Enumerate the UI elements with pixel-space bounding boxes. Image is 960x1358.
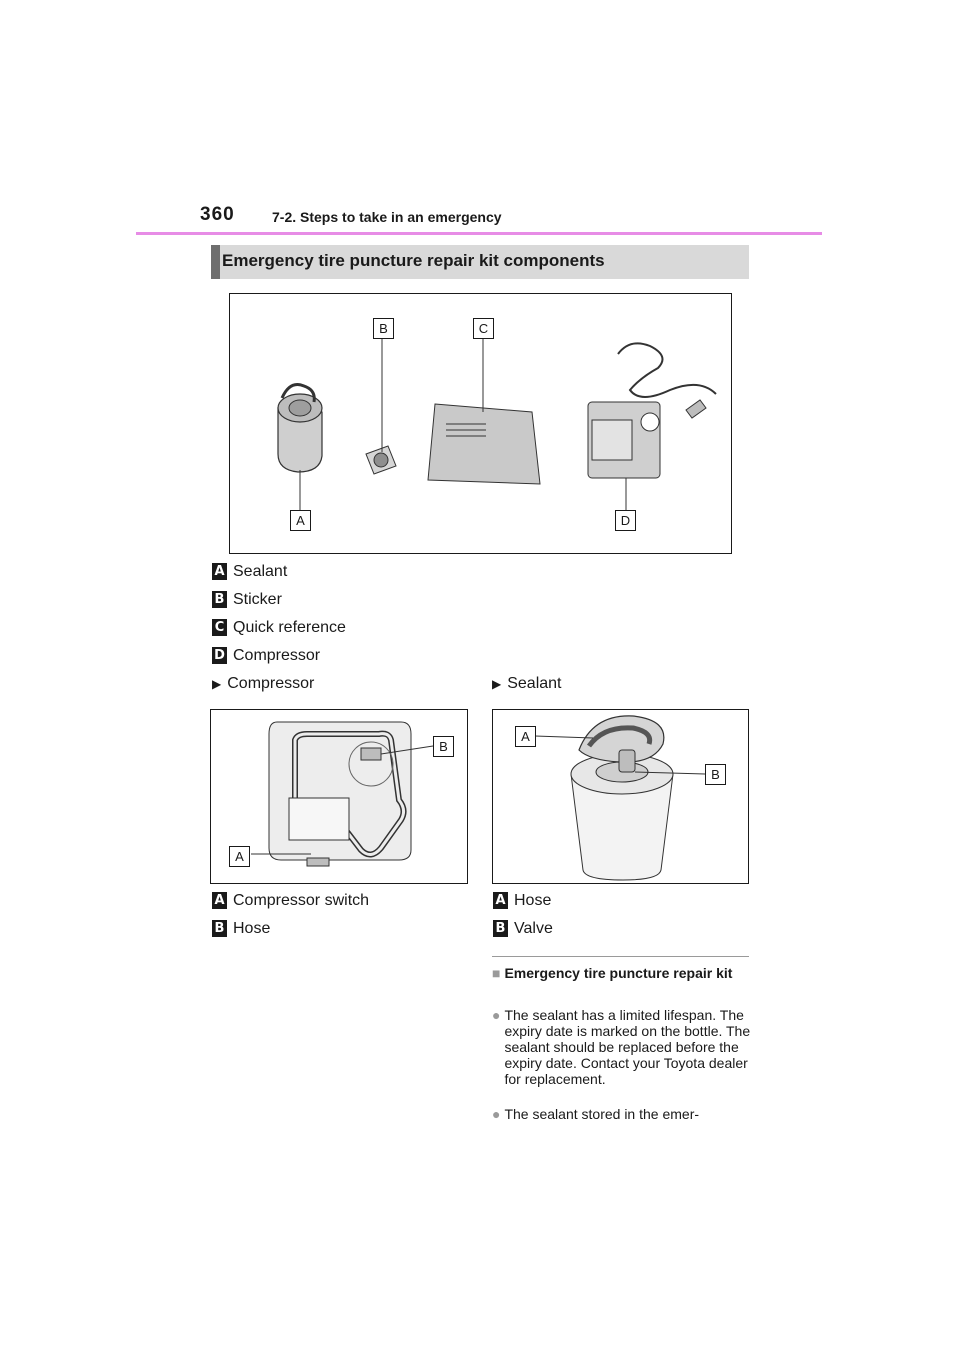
callout-c: C — [473, 318, 494, 339]
quick-reference-drawing — [428, 334, 540, 484]
circle-bullet-icon: ● — [492, 1106, 501, 1122]
legend-tag-b: B — [212, 591, 227, 608]
legend-label-sealant: Sealant — [233, 563, 288, 580]
sealant-legend-hose: Hose — [514, 892, 552, 909]
compressor-subheading-text: Compressor — [227, 675, 315, 692]
triangle-right-icon: ▶ — [492, 677, 502, 691]
circle-bullet-icon: ● — [492, 1007, 501, 1023]
sealant-callout-b: B — [705, 764, 726, 785]
kit-figure — [229, 293, 732, 554]
legend-label-quick-reference: Quick reference — [233, 619, 346, 636]
compressor-legend-tag-b: B — [212, 920, 227, 937]
compressor-legend-hose: Hose — [233, 920, 271, 937]
note-heading-text: Emergency tire puncture repair kit — [504, 965, 733, 981]
legend-tag-d: D — [212, 647, 227, 664]
page-number: 360 — [200, 204, 235, 225]
note-item-2 — [492, 1106, 754, 1122]
sealant-subheading — [492, 675, 562, 693]
compressor-subheading — [212, 675, 314, 693]
sealant-figure — [492, 709, 749, 884]
sealant-subheading-text: Sealant — [507, 675, 562, 692]
note-divider — [492, 956, 749, 957]
legend-tag-c: C — [212, 619, 227, 636]
note-item-1-text: The sealant has a limited lifespan. The expiry date is marked on the bottle. The sealant should be replaced before the expiry date. Contact your Toyota dealer for replacement. — [504, 1007, 751, 1087]
triangle-right-icon: ▶ — [212, 677, 222, 691]
note-item-2-text: The sealant stored in the emer- — [504, 1106, 700, 1122]
compressor-legend-tag-a: A — [212, 892, 227, 909]
note-heading — [492, 965, 752, 981]
sealant-legend-tag-a: A — [493, 892, 508, 909]
sealant-bottle-drawing — [278, 385, 322, 513]
square-bullet-icon: ■ — [492, 965, 501, 981]
callout-a: A — [290, 510, 311, 531]
sealant-legend-tag-b: B — [493, 920, 508, 937]
compressor-drawing — [588, 343, 716, 512]
compressor-legend-switch: Compressor switch — [233, 892, 370, 909]
callout-d: D — [615, 510, 636, 531]
legend-tag-a: A — [212, 563, 227, 580]
sticker-drawing — [366, 334, 396, 474]
compressor-callout-a: A — [229, 846, 250, 867]
compressor-callout-b: B — [433, 736, 454, 757]
legend-label-compressor: Compressor — [233, 647, 321, 664]
sealant-callout-a: A — [515, 726, 536, 747]
legend-label-sticker: Sticker — [233, 591, 282, 608]
header-divider — [136, 232, 822, 235]
callout-b: B — [373, 318, 394, 339]
note-item-1 — [492, 1007, 754, 1087]
section-heading: Emergency tire puncture repair kit components — [222, 251, 605, 270]
sealant-legend-valve: Valve — [514, 920, 553, 937]
section-title: 7-2. Steps to take in an emergency — [272, 209, 502, 225]
compressor-figure — [210, 709, 468, 884]
